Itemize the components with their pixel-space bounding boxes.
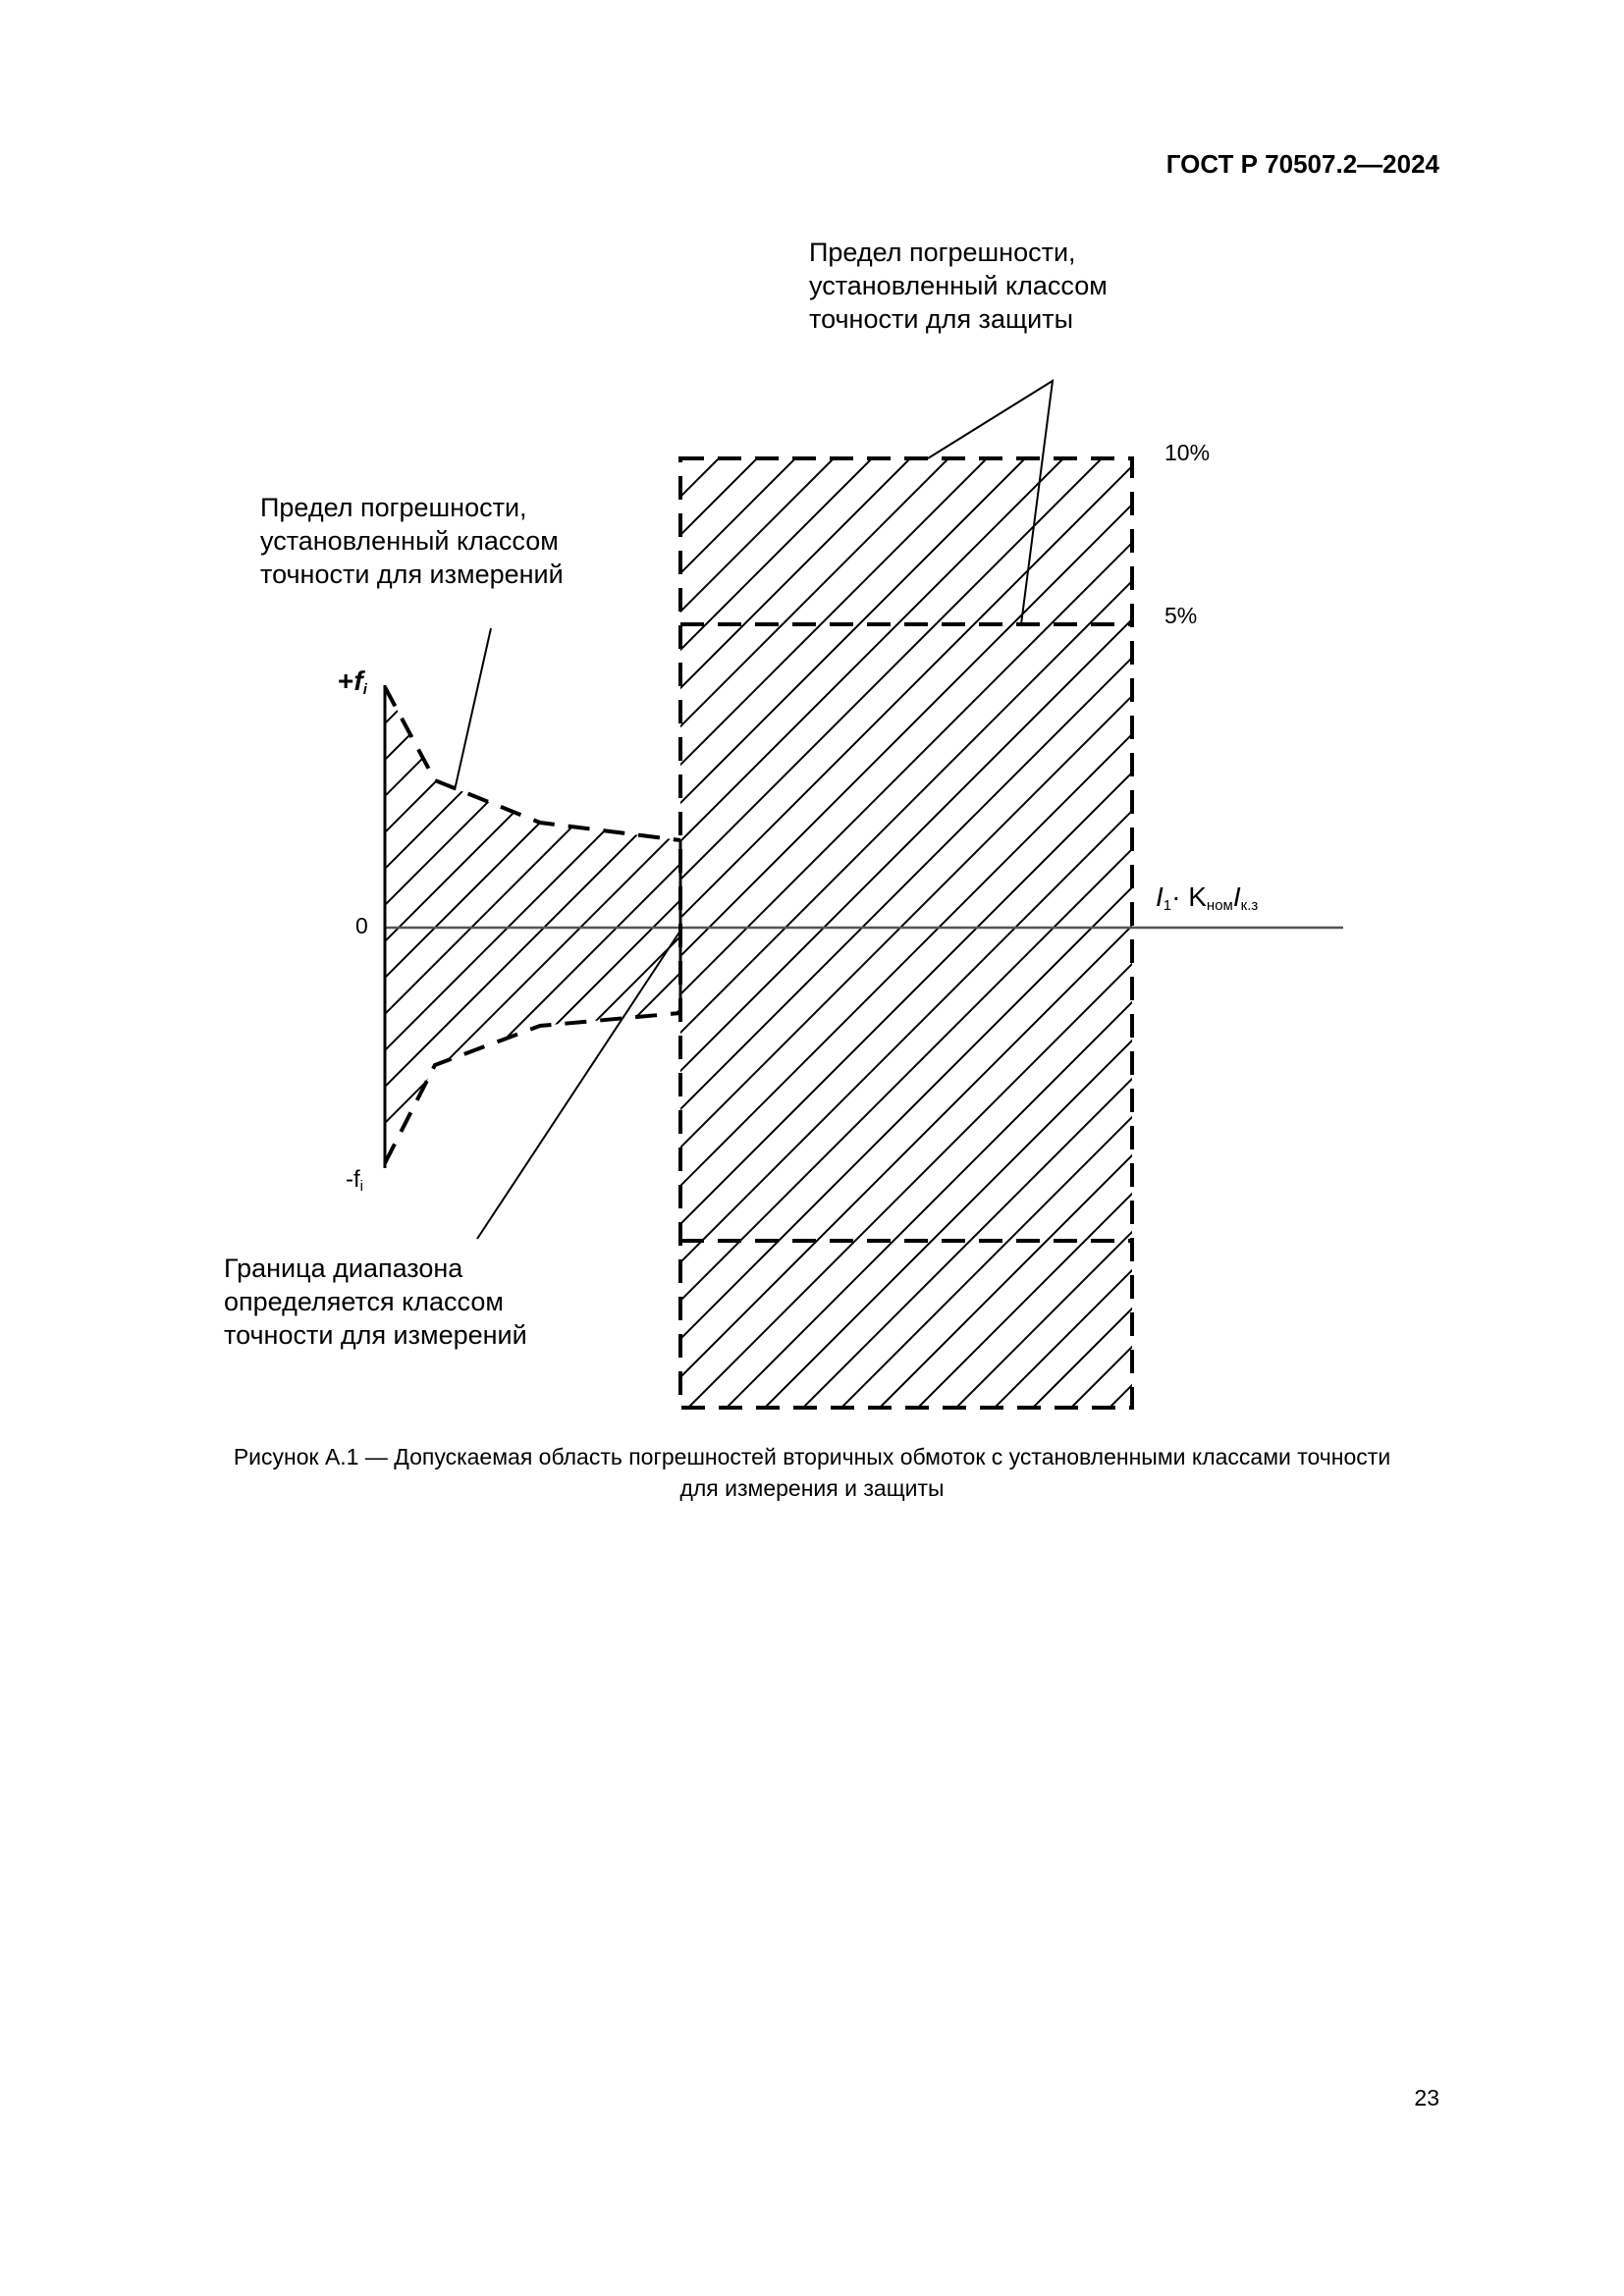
hatch-line — [1110, 458, 1624, 1408]
label-sub: i — [359, 1178, 364, 1195]
hatch-line — [880, 458, 1624, 1408]
hatch-line — [381, 687, 857, 1163]
axis-dot: · — [1171, 881, 1181, 912]
hatch-line — [497, 458, 1446, 1408]
label-base: f — [353, 666, 363, 696]
axis-k: K — [1188, 881, 1207, 912]
annotation-line: установленный классом — [809, 271, 1108, 300]
label-10-percent: 10% — [1164, 440, 1211, 465]
hatch-line — [417, 687, 893, 1163]
hatch-line — [672, 687, 1148, 1163]
hatch-line — [199, 687, 676, 1163]
axis-ik-sub: к.з — [1240, 897, 1259, 914]
annotation-protection-limit — [809, 236, 1108, 336]
hatch-measurement-region — [0, 687, 1184, 1163]
hatch-line — [650, 458, 1599, 1408]
hatch-line — [459, 458, 1408, 1408]
hatch-line — [0, 687, 385, 1163]
axis-k-sub: ном — [1206, 897, 1233, 914]
hatch-line — [956, 458, 1624, 1408]
hatch-line — [573, 458, 1523, 1408]
hatch-line — [1148, 458, 1624, 1408]
annotation-line: установленный классом — [260, 526, 559, 556]
leader-protection — [928, 381, 1053, 624]
axis-i1-sub: 1 — [1163, 897, 1172, 914]
annotation-line: точности для измерений — [260, 560, 564, 589]
label-sign: - — [346, 1166, 353, 1193]
annotation-measurement-limit — [260, 491, 564, 591]
leader-range — [477, 928, 682, 1239]
annotation-line: Граница диапазона — [224, 1254, 463, 1283]
annotation-line: определяется классом — [224, 1287, 504, 1316]
upper-measurement-limit — [385, 687, 680, 840]
hatch-line — [454, 687, 930, 1163]
label-minus-fi — [346, 1166, 363, 1195]
annotation-line: Предел погрешности, — [809, 238, 1076, 267]
document-header: ГОСТ Р 70507.2—2024 — [1165, 149, 1439, 179]
hatch-line — [90, 687, 567, 1163]
axis-i1: I — [1156, 881, 1164, 912]
hatch-line — [635, 687, 1111, 1163]
label-zero: 0 — [355, 913, 368, 938]
hatch-line — [0, 687, 458, 1163]
caption-line-1: Рисунок А.1 — Допускаемая область погрешностей вторичных обмоток с установленными классами точности — [233, 1444, 1391, 1469]
label-5-percent: 5% — [1164, 603, 1198, 628]
hatch-line — [727, 458, 1624, 1408]
hatch-line — [54, 687, 530, 1163]
label-plus-fi — [338, 666, 367, 698]
hatch-line — [803, 458, 1624, 1408]
hatch-line — [420, 458, 1370, 1408]
page-number: 23 — [1414, 2085, 1439, 2110]
hatch-line — [163, 687, 639, 1163]
hatch-line — [76, 458, 1025, 1408]
figure-caption — [0, 1441, 1624, 1504]
hatch-line — [272, 687, 748, 1163]
axis-ik: I — [1232, 881, 1241, 912]
annotation-range-boundary — [224, 1252, 527, 1352]
axis-label — [1156, 881, 1258, 914]
hatch-line — [308, 687, 785, 1163]
caption-line-2: для измерения и защиты — [679, 1475, 945, 1501]
label-sign: + — [338, 666, 354, 696]
hatch-line — [612, 458, 1561, 1408]
leader-measurement — [455, 628, 491, 790]
hatch-line — [490, 687, 966, 1163]
label-base: f — [353, 1166, 360, 1193]
lower-measurement-limit — [385, 1013, 680, 1163]
hatch-line — [995, 458, 1624, 1408]
hatch-line — [236, 687, 712, 1163]
annotation-line: Предел погрешности, — [260, 493, 527, 522]
annotation-line: точности для защиты — [809, 304, 1074, 334]
hatch-line — [688, 458, 1624, 1408]
label-sub: i — [362, 681, 367, 698]
hatch-line — [1071, 458, 1624, 1408]
annotation-line: точности для измерений — [224, 1320, 527, 1350]
hatch-line — [708, 687, 1184, 1163]
hatch-line — [1033, 458, 1624, 1408]
hatch-line — [535, 458, 1485, 1408]
